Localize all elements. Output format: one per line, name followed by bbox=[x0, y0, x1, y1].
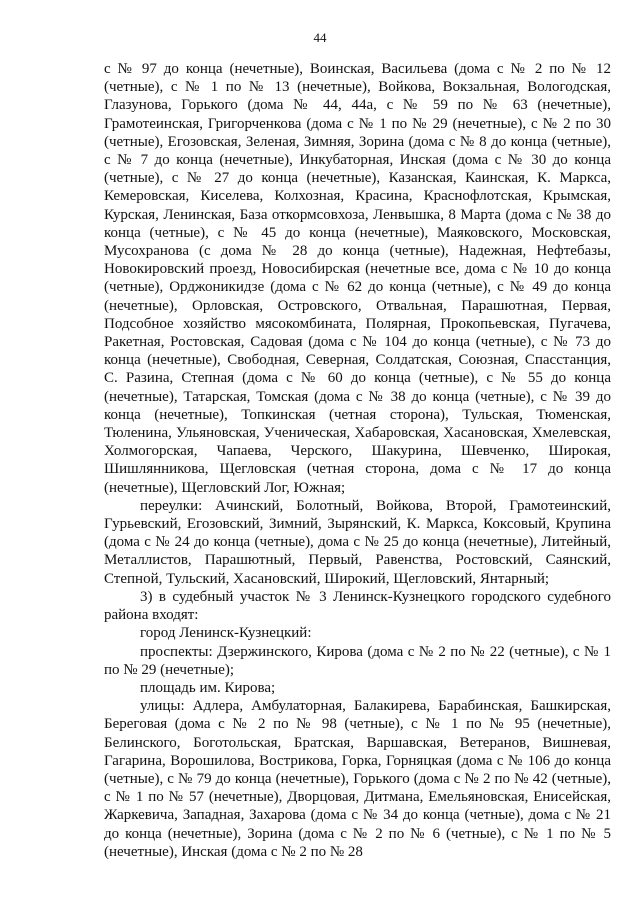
paragraph-lanes: переулки: Ачинский, Болотный, Войкова, Второй, Грамотеинский, Гурьевский, Егозовский, Зимний, Зырянский, К. Маркса, Коксовый, Крупина (дома с № 24 до конца (четные), дома с № 25 до конца (нечетные), Литейный, Металлистов, Парашютный, Первый, Равенства, Ростовский, Саянский, Степной, Тульский, Хасановский, Широкий, Щегловский, Янтарный; bbox=[104, 497, 611, 587]
paragraph-streets-district-3: улицы: Адлера, Амбулаторная, Балакирева, Барабинская, Башкирская, Береговая (дома с № 2 по № 98 (четные), с № 1 по № 95 (нечетные), Белинского, Боготольская, Братская, Варшавская, Ветеранов, Вишневая, Гагарина, Ворошилова, Вострикова, Горка, Горняцкая (дома с № 106 до конца (четные), с № 79 до конца (нечетные), Горького (дома с № 2 по № 42 (четные), с № 1 по № 57 (нечетные), Дворцовая, Дитмана, Емельяновская, Енисейская, Жаркевича, Западная, Захарова (дома с № 34 до конца (четные), дома с № 21 до конца (нечетные), Зорина (дома с № 2 по № 6 (четные), с № 1 по № 5 (нечетные), Инская (дома с № 2 по № 28 bbox=[104, 698, 611, 860]
document-body bbox=[104, 60, 611, 861]
paragraph-city-name: город Ленинск-Кузнецкий: bbox=[140, 625, 312, 642]
page-number: 44 bbox=[313, 30, 327, 45]
paragraph-avenues: проспекты: Дзержинского, Кирова (дома с № 2 по № 22 (четные), с № 1 по № 29 (нечетные); bbox=[104, 643, 611, 678]
paragraph-district-3-heading: 3) в судебный участок № 3 Ленинск-Кузнецкого городского судебного района входят: bbox=[104, 588, 611, 624]
paragraph-streets-continued: с № 97 до конца (нечетные), Воинская, Васильева (дома с № 2 по № 12 (четные), с № 1 по № 13 (нечетные), Войкова, Вокзальная, Вологодская, Глазунова, Горького (дома № 44, 44а, с № 59 по № 63 (нечетные), Грамотеинская, Григорченкова (дома с № 1 по № 29 (нечетные), с № 2 по 30 (четные), Егозовская, Зеленая, Зимняя, Зорина (дома с № 8 до конца (четные), с № 7 до конца (нечетные), Инкубаторная, Инская (дома с № 30 до конца (четные), с № 27 до конца (нечетные), Казанская, Каинская, К. Маркса, Кемеровская, Киселева, Колхозная, Красина, Краснофлотская, Крымская, Курская, Ленинская, База откормсовхоза, Ленвышка, 8 Марта (дома с № 38 до конца (четные), с № 45 до конца (нечетные), Маяковского, Московская, Мусохранова (с дома № 28 до конца (четные), Надежная, Нефтебазы, Новокировский проезд, Новосибирская (нечетные все, дома с № 10 до конца (четные), Орджоникидзе (дома с № 62 до конца (четные), с № 49 до конца (нечетные), Орловская, Островского, Отвальная, Парашютная, Первая, Подсобное хозяйство мясокомбината, Полярная, Прокопьевская, Пугачева, Ракетная, Ростовская, Садовая (дома с № 104 до конца (четные), с № 73 до конца (нечетные), Свободная, Северная, Солдатская, Союзная, Спасстанция, С. Разина, Степная (дома с № 60 до конца (четные), с № 55 до конца (нечетные), Татарская, Томская (дома с № 38 до конца (четные), с № 39 до конца (нечетные), Топкинская (четная сторона), Тульская, Тюменская, Тюленина, Ульяновская, Ученическая, Хабаровская, Хасановская, Хмелевская, Холмогорская, Чапаева, Черского, Шакурина, Шевченко, Широкая, Шишлянникова, Щегловская (четная сторона, дома с № 17 до конца (нечетные), Щегловский Лог, Южная; bbox=[104, 61, 611, 496]
paragraph-square: площадь им. Кирова; bbox=[140, 679, 276, 696]
